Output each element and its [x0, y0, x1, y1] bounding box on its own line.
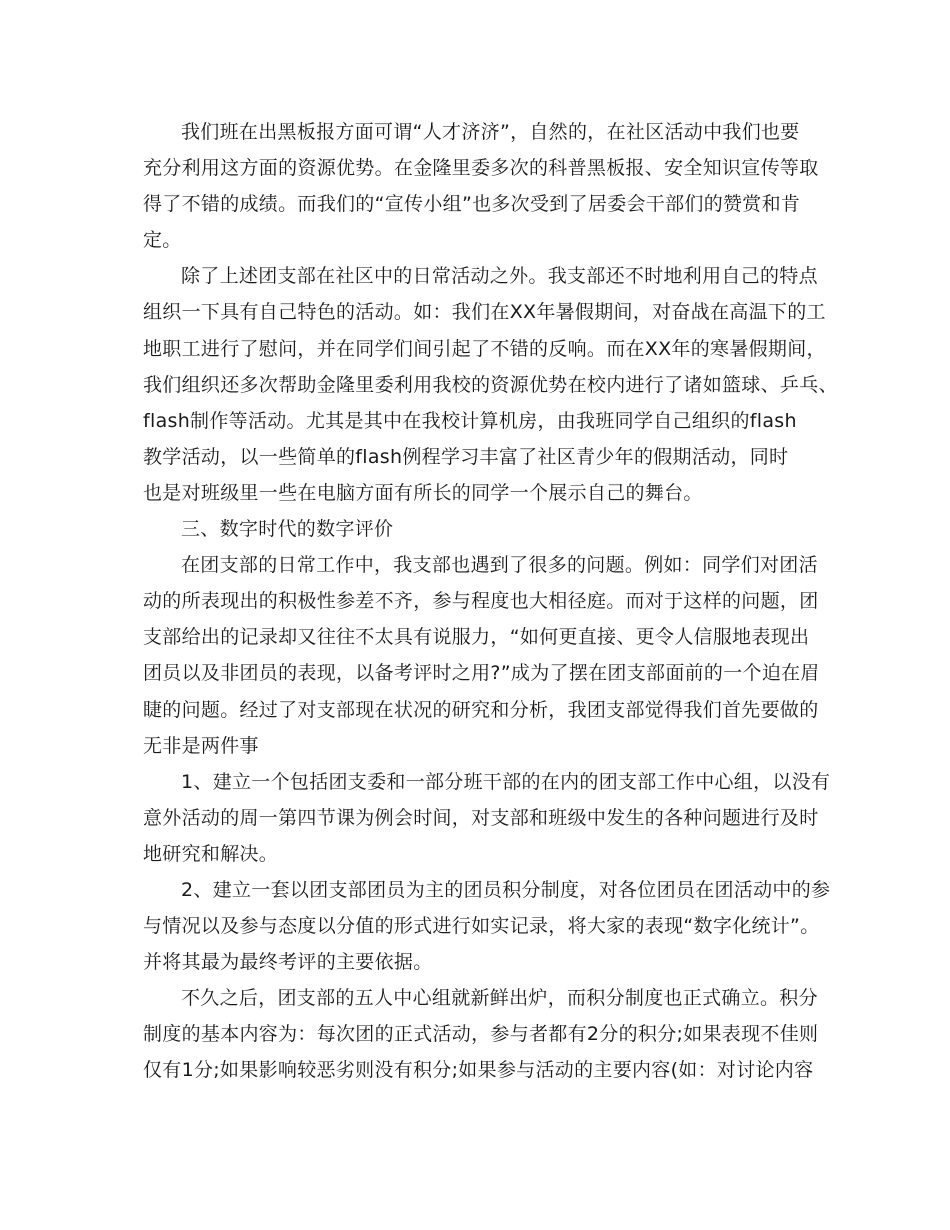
text-line: 组织一下具有自己特色的活动。如：我们在XX年暑假期间，对奋战在高温下的工 [143, 301, 826, 324]
section-heading: 三、数字时代的数字评价 [181, 518, 394, 541]
text-line: 制度的基本内容为：每次团的正式活动，参与者都有2分的积分;如果表现不佳则 [143, 1023, 819, 1046]
text-line: 地研究和解决。 [143, 842, 279, 865]
text-line: 无非是两件事 [143, 734, 259, 757]
text-line: 地职工进行了慰问，并在同学们间引起了不错的反响。而在XX年的寒暑假期间， [143, 337, 826, 360]
text-line: 与情况以及参与态度以分值的形式进行如实记录，将大家的表现“数字化统计”。 [143, 915, 820, 938]
text-line: 支部给出的记录却又往往不太具有说服力，“如何更直接、更令人信服地表现出 [143, 626, 810, 649]
text-line: 动的所表现出的积极性参差不齐，参与程度也大相径庭。而对于这样的问题，团 [143, 590, 819, 613]
text-line: 在团支部的日常工作中，我支部也遇到了很多的问题。例如：同学们对团活 [181, 554, 818, 577]
text-line: 仅有1分;如果影响较恶劣则没有积分;如果参与活动的主要内容(如：对讨论内容 [143, 1059, 814, 1082]
text-line: 不久之后，团支部的五人中心组就新鲜出炉，而积分制度也正式确立。积分 [181, 987, 818, 1010]
text-line: 1、建立一个包括团支委和一部分班干部的在内的团支部工作中心组，以没有 [181, 770, 831, 793]
text-line: 我们组织还多次帮助金隆里委利用我校的资源优势在校内进行了诸如篮球、乒乓、 [143, 373, 838, 396]
text-line: 也是对班级里一些在电脑方面有所长的同学一个展示自己的舞台。 [143, 481, 703, 504]
text-line: 睫的问题。经过了对支部现在状况的研究和分析，我团支部觉得我们首先要做的 [143, 698, 819, 721]
text-line: 我们班在出黑板报方面可谓“人才济济”，自然的，在社区活动中我们也要 [181, 121, 800, 143]
text-line: 团员以及非团员的表现，以备考评时之用?”成为了摆在团支部面前的一个迫在眉 [143, 662, 820, 685]
body-text [143, 114, 838, 1089]
text-line: 得了不错的成绩。而我们的“宣传小组”也多次受到了居委会干部们的赞赏和肯 [143, 193, 801, 216]
text-line: flash制作等活动。尤其是其中在我校计算机房，由我班同学自己组织的flash [143, 409, 797, 432]
text-line: 并将其最为最终考评的主要依据。 [143, 951, 433, 974]
text-line: 充分利用这方面的资源优势。在金隆里委多次的科普黑板报、安全知识宣传等取 [143, 157, 819, 180]
text-line: 定。 [143, 229, 182, 252]
text-line: 除了上述团支部在社区中的日常活动之外。我支部还不时地利用自己的特点 [181, 265, 818, 288]
text-line: 教学活动，以一些简单的flash例程学习丰富了社区青少年的假期活动，同时 [143, 445, 789, 468]
text-line: 意外活动的周一第四节课为例会时间，对支部和班级中发生的各种问题进行及时 [143, 806, 819, 829]
text-line: 2、建立一套以团支部团员为主的团员积分制度，对各位团员在团活动中的参 [181, 878, 831, 901]
